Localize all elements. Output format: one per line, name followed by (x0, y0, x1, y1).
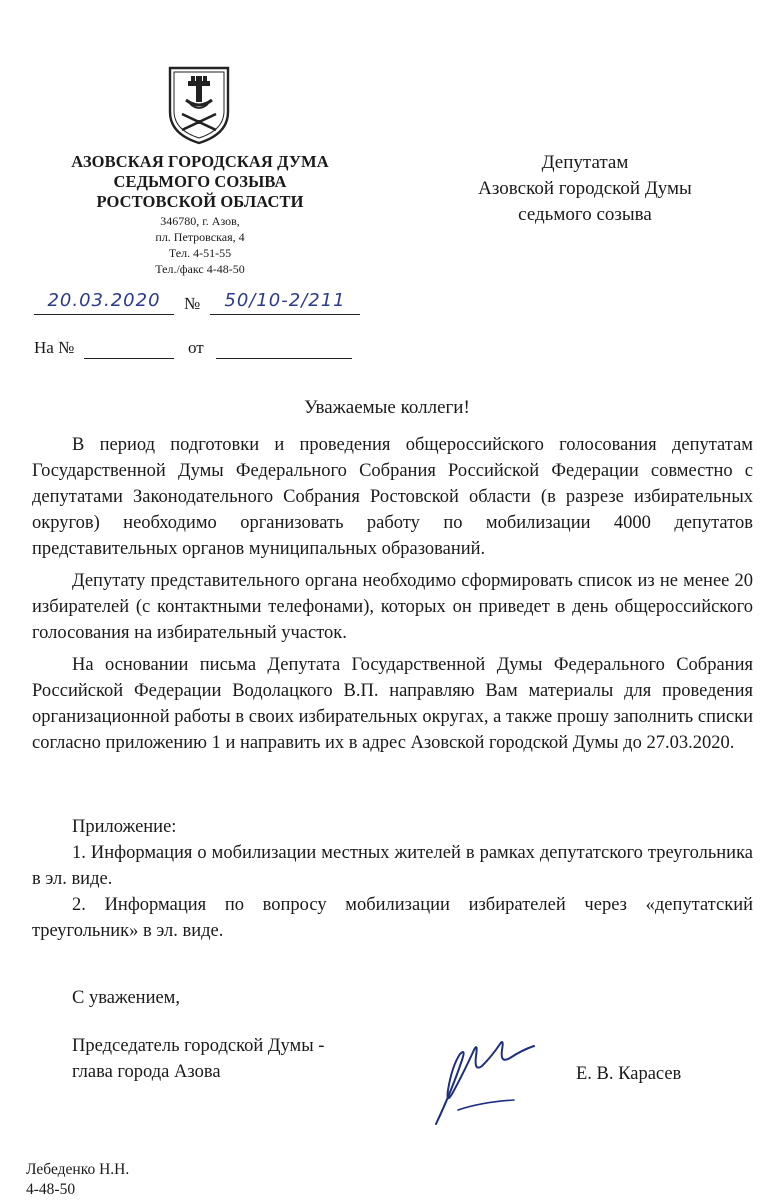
attachments-block (32, 814, 753, 944)
signatory-name: Е. В. Карасев (576, 1064, 682, 1084)
attachments-title: Приложение: (72, 817, 177, 837)
org-name-line3: РОСТОВСКОЙ ОБЛАСТИ (96, 192, 304, 211)
greeting: Уважаемые коллеги! (304, 397, 470, 418)
attachment-1: 1. Информация о мобилизации местных жителей в рамках депутатского треугольника в эл. виде. (32, 843, 753, 889)
address-line1: 346780, г. Азов, (160, 214, 240, 228)
incoming-number-field (84, 338, 174, 359)
letter-body (32, 432, 753, 756)
fax-line: Тел./факс 4-48-50 (155, 262, 245, 276)
recipient-line2: Азовской городской Думы (478, 178, 692, 199)
recipient-line3: седьмого созыва (518, 204, 652, 225)
outgoing-number: 50/10-2/211 (210, 290, 360, 315)
executor-name: Лебеденко Н.Н. (26, 1161, 130, 1178)
executor-phone: 4-48-50 (26, 1181, 76, 1198)
incoming-date-label: от (188, 338, 204, 357)
closing-regards: С уважением, (72, 988, 181, 1008)
paragraph-3: На основании письма Депутата Государственной Думы Федерального Собрания Российской Федерации Водолацкого В.П. направляю Вам материалы для проведения организационной работы в своих избирательных округах, а также прошу заполнить списки согласно приложению 1 и направить их в адрес Азовской городской Думы до 27.03.2020. (32, 655, 753, 753)
org-name-line1: АЗОВСКАЯ ГОРОДСКАЯ ДУМА (71, 152, 329, 171)
handwritten-signature-icon (422, 1020, 542, 1130)
signatory-position-line1: Председатель городской Думы - (72, 1036, 325, 1056)
city-emblem-icon (166, 64, 232, 146)
attachment-2: 2. Информация по вопросу мобилизации избирателей через «депутатский треугольник» в эл. виде. (32, 895, 753, 941)
paragraph-2: Депутату представительного органа необходимо сформировать список из не менее 20 избирателей (с контактными телефонами), которых он приведет в день общероссийского голосования на избирательный участок. (32, 571, 753, 643)
outgoing-date: 20.03.2020 (34, 290, 174, 315)
incoming-number-label: На № (34, 338, 75, 357)
org-name-line2: СЕДЬМОГО СОЗЫВА (113, 172, 287, 191)
address-line2: пл. Петровская, 4 (155, 230, 245, 244)
recipient-line1: Депутатам (541, 152, 629, 173)
number-label: № (184, 294, 201, 313)
incoming-date-field (216, 338, 352, 359)
paragraph-1: В период подготовки и проведения общероссийского голосования депутатам Государственной Думы Федерального Собрания Российской Федерации совместно с депутатами Законодательного Собрания Ростовской области (в разрезе избирательных округов) необходимо организовать работу по мобилизации 4000 депутатов представительных органов муниципальных образований. (32, 435, 753, 559)
signatory-position-line2: глава города Азова (72, 1062, 221, 1082)
phone-line: Тел. 4-51-55 (168, 246, 232, 260)
